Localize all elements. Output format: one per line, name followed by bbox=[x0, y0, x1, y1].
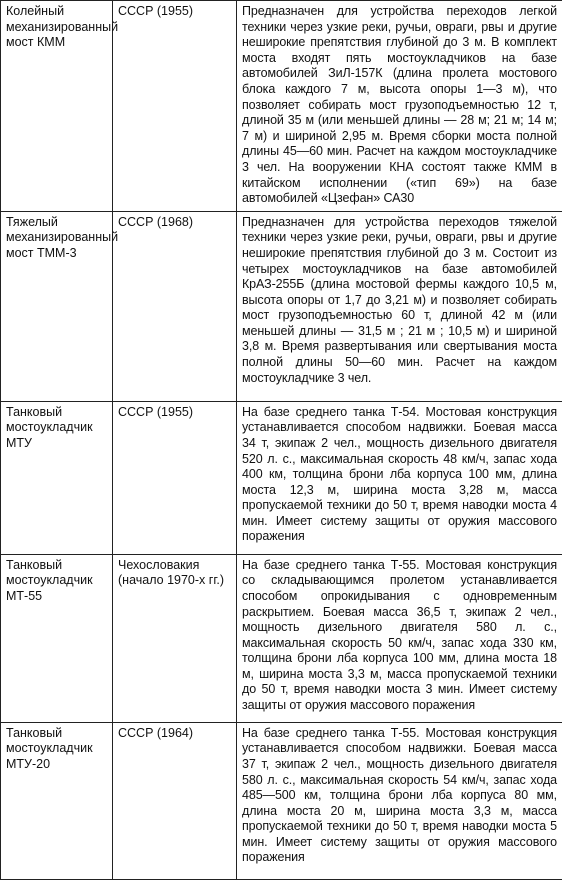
equipment-description: На базе среднего танка Т-55. Мостовая конструкция устанавливается способом надвижки. Боевая масса 37 т, экипаж 2 чел., мощность дизельного двигателя 580 л. с., максимальная скорость 54 км/ч, запас хода 485—500 км, толщина брони лба корпуса 80 мм, длина моста 20 м, ширина моста 3,3 м, масса пропускаемой техники до 50 т, время наводки моста 5 мин. Имеет систему защиты от оружия массового поражения bbox=[237, 722, 562, 879]
equipment-origin: СССР (1955) bbox=[113, 401, 237, 554]
equipment-name: Тяжелый механизированный мост ТММ-3 bbox=[1, 211, 113, 401]
equipment-description: Предназначен для устройства переходов тяжелой техники через узкие реки, ручьи, овраги, рвы и другие неширокие препятствия глубиной до 3 м. Состоит из четырех мостоукладчиков на базе автомобилей КрАЗ-255Б (длина мостовой фермы каждого 10,5 м, высота опоры от 1,7 до 3,21 м) и позволяет собирать мост грузоподъемностью 60 т, длиной 42 м (или меньшей длины — 31,5 м ; 21 м ; 10,5 м) и шириной 3,8 м. Время развертывания или свертывания моста полной длины 50—60 мин. Расчет на каждом мостоукладчике 3 чел. bbox=[237, 211, 562, 401]
equipment-name: Танковый мостоукладчик МТ-55 bbox=[1, 554, 113, 722]
table-row bbox=[1, 554, 562, 722]
equipment-origin: СССР (1968) bbox=[113, 211, 237, 401]
equipment-origin: СССР (1964) bbox=[113, 722, 237, 879]
table-row bbox=[1, 401, 562, 554]
equipment-description: На базе среднего танка Т-54. Мостовая конструкция устанавливается способом надвижки. Боевая масса 34 т, экипаж 2 чел., мощность дизельного двигателя 520 л. с., максимальная скорость 48 км/ч, запас хода 400 км, толщина брони лба корпуса 100 мм, длина моста 12,3 м, ширина моста 3,28 м, масса пропускаемой техники до 50 т, время наводки моста 4 мин. Имеет систему защиты от оружия массового поражения bbox=[237, 401, 562, 554]
equipment-description: Предназначен для устройства переходов легкой техники через узкие реки, ручьи, овраги, рвы и другие неширокие препятствия глубиной до 3 м. В комплект моста входят пять мостоукладчиков на базе автомобилей ЗиЛ-157К (длина пролета мостового блока каждого 7 м, высота опоры 1—3 м), что позволяет собирать мост грузоподъемностью 12 т, длиной 35 м (или меньшей длины — 28 м; 21 м; 14 м; 7 м) и шириной 2,95 м. Время сборки моста полной длины 45—60 мин. Расчет на каждом мостоукладчике 3 чел. На вооружении КНА состоят также КММ в китайском исполнении («тип 69») на базе автомобилей «Цзефан» СА30 bbox=[237, 1, 562, 212]
equipment-description: На базе среднего танка Т-55. Мостовая конструкция со складывающимся пролетом устанавливается способом опрокидывания с одновременным раскрытием. Боевая масса 36,5 т, экипаж 2 чел., мощность дизельного двигателя 580 л. с., максимальная скорость 50 км/ч, запас хода 330 км, толщина брони лба корпуса 100 мм, длина моста 18 м, ширина моста 3,3 м, масса пропускаемой техники до 50 т, время наводки моста 3 мин. Имеет систему защиты от оружия массового поражения bbox=[237, 554, 562, 722]
equipment-origin: СССР (1955) bbox=[113, 1, 237, 212]
table-row bbox=[1, 722, 562, 879]
equipment-name: Танковый мостоукладчик МТУ-20 bbox=[1, 722, 113, 879]
table-row bbox=[1, 211, 562, 401]
equipment-name: Танковый мостоукладчик МТУ bbox=[1, 401, 113, 554]
equipment-origin: Чехословакия (начало 1970-х гг.) bbox=[113, 554, 237, 722]
equipment-name: Колейный механизированный мост КММ bbox=[1, 1, 113, 212]
table-row bbox=[1, 1, 562, 212]
